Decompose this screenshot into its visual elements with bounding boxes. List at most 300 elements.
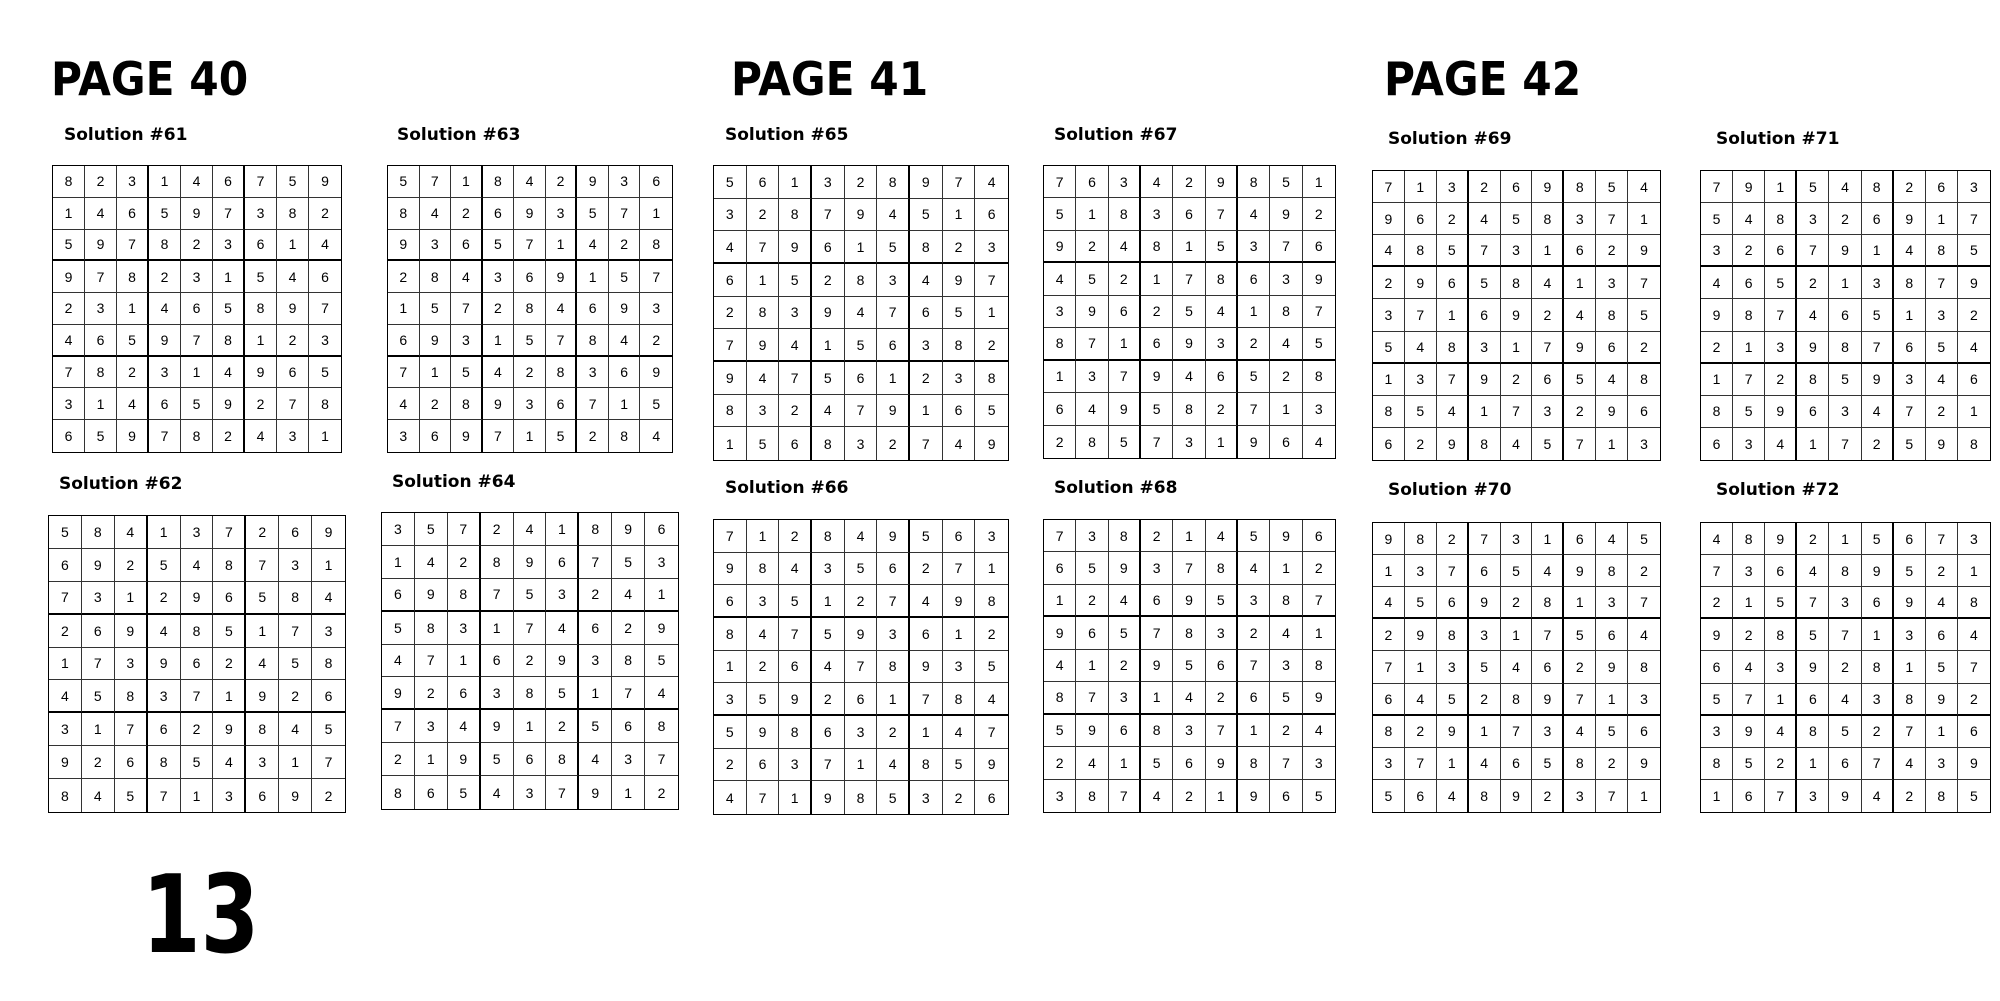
- sudoku-cell: 5: [1564, 364, 1596, 396]
- sudoku-cell: 3: [943, 651, 976, 684]
- sudoku-cell: 5: [1373, 332, 1405, 364]
- sudoku-cell: 7: [1628, 267, 1660, 299]
- sudoku-cell: 4: [451, 261, 483, 293]
- sudoku-cell: 4: [1797, 555, 1829, 587]
- sudoku-cell: 6: [1501, 171, 1533, 203]
- sudoku-cell: 6: [481, 645, 514, 678]
- sudoku-cell: 7: [181, 325, 213, 357]
- sudoku-cell: 6: [877, 553, 910, 586]
- sudoku-cell: 7: [1596, 203, 1628, 235]
- solution-title-66: Solution #66: [725, 478, 849, 498]
- sudoku-cell: 1: [714, 651, 747, 684]
- sudoku-cell: 2: [1628, 555, 1660, 587]
- solution-title-64: Solution #64: [392, 472, 516, 492]
- sudoku-cell: 8: [181, 420, 213, 452]
- sudoku-cell: 2: [148, 582, 181, 615]
- sudoku-cell: 4: [1628, 619, 1660, 651]
- sudoku-cell: 7: [975, 716, 1008, 749]
- sudoku-cell: 3: [812, 553, 845, 586]
- sudoku-cell: 5: [546, 420, 578, 452]
- sudoku-cell: 4: [1437, 780, 1469, 812]
- solution-title-63: Solution #63: [397, 125, 521, 145]
- sudoku-cell: 5: [943, 749, 976, 782]
- sudoku-cell: 7: [1733, 364, 1765, 396]
- sudoku-cell: 3: [1501, 235, 1533, 267]
- sudoku-cell: 1: [975, 553, 1008, 586]
- sudoku-cell: 9: [579, 776, 612, 809]
- sudoku-cell: 1: [779, 166, 812, 199]
- sudoku-cell: 1: [546, 230, 578, 262]
- sudoku-cell: 6: [1303, 231, 1335, 263]
- sudoku-cell: 2: [910, 553, 943, 586]
- sudoku-cell: 8: [1797, 716, 1829, 748]
- sudoku-cell: 6: [1532, 651, 1564, 683]
- sudoku-cell: 5: [1076, 263, 1108, 295]
- sudoku-cell: 6: [448, 677, 481, 710]
- sudoku-cell: 7: [1765, 299, 1797, 331]
- sudoku-cell: 9: [877, 395, 910, 428]
- sudoku-cell: 5: [49, 516, 82, 549]
- sudoku-cell: 6: [1437, 587, 1469, 619]
- sudoku-cell: 2: [1958, 684, 1990, 716]
- sudoku-cell: 1: [943, 618, 976, 651]
- sudoku-cell: 7: [1894, 716, 1926, 748]
- sudoku-cell: 7: [1701, 171, 1733, 203]
- sudoku-cell: 2: [1628, 332, 1660, 364]
- sudoku-cell: 5: [910, 520, 943, 553]
- sudoku-cell: 9: [1926, 428, 1958, 460]
- sudoku-cell: 7: [845, 651, 878, 684]
- sudoku-cell: 8: [1970, 435, 1978, 452]
- sudoku-cell: 8: [1373, 716, 1405, 748]
- sudoku-cell: 2: [1862, 716, 1894, 748]
- sudoku-cell: 4: [1532, 555, 1564, 587]
- sudoku-cell: 4: [1405, 332, 1437, 364]
- sudoku-cell: 5: [1564, 619, 1596, 651]
- sudoku-cell: 8: [481, 546, 514, 579]
- sudoku-cell: 6: [1829, 299, 1861, 331]
- sudoku-cell: 2: [779, 520, 812, 553]
- sudoku-cell: 3: [1958, 171, 1990, 203]
- sudoku-cell: 9: [1765, 396, 1797, 428]
- sudoku-cell: 1: [1797, 428, 1829, 460]
- sudoku-cell: 5: [309, 357, 341, 389]
- sudoku-cell: 1: [1862, 235, 1894, 267]
- sudoku-cell: 8: [943, 329, 976, 362]
- sudoku-cell: 9: [975, 749, 1008, 782]
- sudoku-cell: 4: [1926, 364, 1958, 396]
- sudoku-cell: 8: [1829, 332, 1861, 364]
- sudoku-cell: 4: [812, 395, 845, 428]
- sudoku-cell: 4: [483, 357, 515, 389]
- sudoku-cell: 8: [181, 615, 214, 648]
- sudoku-cell: 8: [1765, 203, 1797, 235]
- sudoku-cell: 3: [1303, 393, 1335, 425]
- sudoku-cell: 5: [1628, 299, 1660, 331]
- sudoku-cell: 3: [181, 261, 213, 293]
- sudoku-cell: 8: [910, 749, 943, 782]
- sudoku-cell: 1: [1141, 682, 1173, 714]
- sudoku-cell: 1: [1564, 587, 1596, 619]
- sudoku-cell: 6: [1044, 552, 1076, 584]
- sudoku-cell: 5: [1314, 787, 1323, 804]
- sudoku-cell: 6: [1894, 332, 1926, 364]
- sudoku-cell: 1: [49, 648, 82, 681]
- sudoku-cell: 9: [1270, 520, 1302, 552]
- sudoku-cell: 9: [1405, 267, 1437, 299]
- sudoku-cell: 3: [1862, 267, 1894, 299]
- sudoku-cell: 3: [245, 198, 277, 230]
- sudoku-cell: 9: [483, 388, 515, 420]
- sudoku-cell: 2: [245, 388, 277, 420]
- sudoku-cell: 9: [747, 716, 780, 749]
- sudoku-cell: 9: [910, 166, 943, 199]
- sudoku-cell: 7: [53, 357, 85, 389]
- sudoku-cell: 9: [1173, 328, 1205, 360]
- sudoku-grid-71: [1700, 170, 1991, 461]
- sudoku-cell: 9: [779, 683, 812, 716]
- sudoku-cell: 9: [246, 680, 279, 713]
- sudoku-cell: 5: [149, 198, 181, 230]
- sudoku-cell: 7: [1303, 296, 1335, 328]
- sudoku-cell: 7: [1405, 299, 1437, 331]
- sudoku-cell: 9: [546, 261, 578, 293]
- sudoku-cell: 3: [943, 362, 976, 395]
- sudoku-cell: 2: [877, 716, 910, 749]
- sudoku-cell: 7: [415, 645, 448, 678]
- sudoku-cell: 4: [1596, 523, 1628, 555]
- sudoku-cell: 6: [714, 264, 747, 297]
- sudoku-cell: 4: [448, 710, 481, 743]
- sudoku-cell: 3: [451, 325, 483, 357]
- sudoku-cell: 5: [747, 683, 780, 716]
- sudoku-cell: 9: [1076, 296, 1108, 328]
- sudoku-cell: 2: [1829, 651, 1861, 683]
- sudoku-cell: 2: [1469, 684, 1501, 716]
- sudoku-cell: 8: [246, 713, 279, 746]
- sudoku-cell: 7: [213, 516, 246, 549]
- sudoku-cell: 4: [910, 585, 943, 618]
- sudoku-cell: 1: [747, 520, 780, 553]
- sudoku-cell: 5: [1206, 585, 1238, 617]
- sudoku-cell: 9: [1270, 198, 1302, 230]
- sudoku-cell: 6: [382, 579, 415, 612]
- sudoku-cell: 8: [388, 198, 420, 230]
- sudoku-cell: 3: [1437, 651, 1469, 683]
- sudoku-cell: 6: [213, 166, 245, 198]
- sudoku-cell: 2: [514, 357, 546, 389]
- sudoku-cell: 6: [1894, 523, 1926, 555]
- sudoku-cell: 8: [1206, 552, 1238, 584]
- sudoku-cell: 1: [1109, 747, 1141, 779]
- sudoku-cell: 2: [1173, 780, 1205, 812]
- sudoku-cell: 7: [645, 743, 678, 776]
- sudoku-cell: 2: [115, 549, 148, 582]
- sudoku-cell: 6: [577, 293, 609, 325]
- sudoku-cell: 2: [1926, 555, 1958, 587]
- sudoku-cell: 9: [812, 297, 845, 330]
- sudoku-cell: 2: [1238, 328, 1270, 360]
- sudoku-cell: 1: [117, 293, 149, 325]
- sudoku-cell: 6: [1141, 328, 1173, 360]
- sudoku-cell: 6: [1628, 396, 1660, 428]
- sudoku-cell: 6: [82, 615, 115, 648]
- sudoku-cell: 3: [1303, 747, 1335, 779]
- sudoku-cell: 6: [1862, 203, 1894, 235]
- sudoku-cell: 6: [779, 651, 812, 684]
- sudoku-cell: 3: [1238, 585, 1270, 617]
- sudoku-cell: 3: [448, 612, 481, 645]
- sudoku-cell: 7: [481, 579, 514, 612]
- sudoku-cell: 4: [812, 651, 845, 684]
- sudoku-cell: 6: [514, 261, 546, 293]
- sudoku-cell: 9: [279, 779, 312, 812]
- sudoku-cell: 7: [1109, 780, 1141, 812]
- sudoku-cell: 5: [546, 677, 579, 710]
- sudoku-cell: 4: [877, 199, 910, 232]
- sudoku-cell: 6: [277, 357, 309, 389]
- sudoku-cell: 5: [1303, 328, 1335, 360]
- sudoku-cell: 1: [1437, 748, 1469, 780]
- sudoku-cell: 1: [1405, 651, 1437, 683]
- sudoku-cell: 6: [1926, 619, 1958, 651]
- sudoku-cell: 6: [579, 612, 612, 645]
- sudoku-cell: 9: [1701, 619, 1733, 651]
- sudoku-cell: 7: [117, 230, 149, 262]
- sudoku-cell: 2: [1405, 428, 1437, 460]
- sudoku-cell: 2: [1373, 619, 1405, 651]
- sudoku-cell: 2: [53, 293, 85, 325]
- sudoku-cell: 3: [779, 297, 812, 330]
- sudoku-cell: 2: [1373, 267, 1405, 299]
- sudoku-cell: 3: [1469, 619, 1501, 651]
- sudoku-cell: 9: [747, 329, 780, 362]
- sudoku-cell: 6: [115, 746, 148, 779]
- sudoku-cell: 9: [943, 264, 976, 297]
- sudoku-cell: 3: [1926, 748, 1958, 780]
- sudoku-cell: 2: [1501, 587, 1533, 619]
- sudoku-cell: 3: [1501, 523, 1533, 555]
- sudoku-cell: 9: [1109, 393, 1141, 425]
- sudoku-cell: 7: [149, 420, 181, 452]
- sudoku-cell: 4: [1958, 332, 1990, 364]
- sudoku-cell: 1: [640, 198, 672, 230]
- sudoku-cell: 3: [514, 776, 547, 809]
- sudoku-cell: 8: [1109, 198, 1141, 230]
- sudoku-cell: 6: [1564, 235, 1596, 267]
- sudoku-cell: 4: [1501, 651, 1533, 683]
- sudoku-cell: 7: [943, 166, 976, 199]
- sudoku-cell: 5: [115, 779, 148, 812]
- sudoku-cell: 9: [1862, 364, 1894, 396]
- sudoku-cell: 1: [1926, 203, 1958, 235]
- sudoku-cell: 2: [1501, 364, 1533, 396]
- sudoku-cell: 7: [1862, 748, 1894, 780]
- sudoku-cell: 5: [612, 546, 645, 579]
- sudoku-cell: 3: [277, 420, 309, 452]
- sudoku-cell: 1: [1862, 619, 1894, 651]
- sudoku-cell: 7: [1469, 523, 1501, 555]
- sudoku-cell: 1: [910, 716, 943, 749]
- sudoku-cell: 9: [49, 746, 82, 779]
- sudoku-cell: 7: [514, 612, 547, 645]
- sudoku-cell: 8: [1958, 587, 1990, 619]
- sudoku-cell: 8: [1469, 780, 1501, 812]
- sudoku-cell: 1: [1797, 748, 1829, 780]
- sudoku-cell: 1: [1765, 171, 1797, 203]
- sudoku-cell: 1: [1044, 361, 1076, 393]
- sudoku-cell: 8: [149, 230, 181, 262]
- sudoku-cell: 7: [1532, 332, 1564, 364]
- sudoku-grid-66: [713, 519, 1009, 815]
- sudoku-cell: 8: [85, 357, 117, 389]
- sudoku-cell: 6: [1238, 682, 1270, 714]
- sudoku-cell: 2: [1532, 299, 1564, 331]
- sudoku-cell: 5: [181, 388, 213, 420]
- sudoku-cell: 6: [1076, 166, 1108, 198]
- sudoku-cell: 3: [49, 713, 82, 746]
- sudoku-cell: 8: [1044, 328, 1076, 360]
- sudoku-cell: 9: [1926, 684, 1958, 716]
- sudoku-cell: 2: [1701, 587, 1733, 619]
- sudoku-cell: 1: [149, 166, 181, 198]
- solution-title-69: Solution #69: [1388, 129, 1512, 149]
- sudoku-cell: 9: [1437, 716, 1469, 748]
- sudoku-cell: 3: [1238, 231, 1270, 263]
- sudoku-cell: 6: [309, 261, 341, 293]
- sudoku-cell: 9: [1076, 715, 1108, 747]
- sudoku-cell: 6: [612, 710, 645, 743]
- sudoku-cell: 4: [415, 546, 448, 579]
- sudoku-cell: 3: [1173, 426, 1205, 458]
- sudoku-cell: 2: [1206, 682, 1238, 714]
- sudoku-cell: 2: [714, 297, 747, 330]
- sudoku-cell: 4: [1044, 263, 1076, 295]
- sudoku-cell: 8: [577, 325, 609, 357]
- sudoku-cell: 2: [747, 651, 780, 684]
- sudoku-cell: 8: [1238, 166, 1270, 198]
- sudoku-cell: 9: [388, 230, 420, 262]
- sudoku-cell: 9: [1894, 203, 1926, 235]
- sudoku-cell: 6: [1564, 523, 1596, 555]
- sudoku-cell: 8: [312, 648, 345, 681]
- solution-title-70: Solution #70: [1388, 480, 1512, 500]
- sudoku-cell: 8: [943, 683, 976, 716]
- sudoku-cell: 6: [747, 166, 780, 199]
- sudoku-cell: 7: [148, 779, 181, 812]
- sudoku-cell: 6: [1206, 361, 1238, 393]
- sudoku-cell: 3: [148, 680, 181, 713]
- sudoku-cell: 5: [640, 388, 672, 420]
- sudoku-cell: 2: [1437, 523, 1469, 555]
- sudoku-cell: 8: [514, 293, 546, 325]
- solution-title-65: Solution #65: [725, 125, 849, 145]
- sudoku-cell: 1: [1926, 716, 1958, 748]
- sudoku-cell: 3: [279, 549, 312, 582]
- sudoku-cell: 5: [53, 230, 85, 262]
- sudoku-cell: 1: [579, 677, 612, 710]
- sudoku-cell: 2: [415, 677, 448, 710]
- sudoku-cell: 7: [181, 680, 214, 713]
- sudoku-cell: 5: [1373, 780, 1405, 812]
- sudoku-cell: 3: [82, 582, 115, 615]
- sudoku-cell: 7: [1109, 361, 1141, 393]
- sudoku-cell: 9: [1501, 299, 1533, 331]
- sudoku-cell: 8: [1926, 235, 1958, 267]
- sudoku-cell: 2: [1532, 780, 1564, 812]
- sudoku-cell: 1: [181, 779, 214, 812]
- sudoku-cell: 4: [312, 582, 345, 615]
- sudoku-cell: 7: [1173, 263, 1205, 295]
- sudoku-cell: 2: [213, 648, 246, 681]
- sudoku-cell: 1: [845, 231, 878, 264]
- sudoku-cell: 4: [1501, 428, 1533, 460]
- sudoku-cell: 2: [747, 199, 780, 232]
- sudoku-cell: 4: [1765, 716, 1797, 748]
- sudoku-cell: 4: [577, 230, 609, 262]
- sudoku-cell: 1: [812, 585, 845, 618]
- sudoku-cell: 5: [415, 513, 448, 546]
- sudoku-cell: 7: [1564, 684, 1596, 716]
- sudoku-cell: 5: [877, 781, 910, 814]
- sudoku-cell: 3: [1797, 203, 1829, 235]
- sudoku-cell: 7: [1596, 780, 1628, 812]
- sudoku-cell: 3: [1532, 396, 1564, 428]
- sudoku-cell: 1: [1564, 267, 1596, 299]
- sudoku-cell: 1: [910, 395, 943, 428]
- sudoku-cell: 9: [1532, 684, 1564, 716]
- sudoku-cell: 1: [1206, 780, 1238, 812]
- sudoku-cell: 4: [943, 716, 976, 749]
- sudoku-cell: 8: [1765, 619, 1797, 651]
- sudoku-cell: 2: [657, 784, 666, 801]
- sudoku-cell: 6: [1044, 393, 1076, 425]
- sudoku-cell: 1: [1405, 171, 1437, 203]
- sudoku-cell: 1: [845, 749, 878, 782]
- sudoku-cell: 8: [1596, 555, 1628, 587]
- sudoku-cell: 3: [612, 743, 645, 776]
- sudoku-cell: 9: [1596, 651, 1628, 683]
- sudoku-cell: 1: [975, 297, 1008, 330]
- sudoku-cell: 6: [943, 395, 976, 428]
- sudoku-grid-62: [48, 515, 346, 813]
- sudoku-cell: 3: [1894, 619, 1926, 651]
- sudoku-cell: 2: [1469, 171, 1501, 203]
- sudoku-cell: 5: [1862, 299, 1894, 331]
- sudoku-cell: 9: [53, 261, 85, 293]
- sudoku-cell: 2: [85, 166, 117, 198]
- sudoku-cell: 4: [213, 746, 246, 779]
- sudoku-cell: 5: [714, 716, 747, 749]
- sudoku-cell: 7: [1829, 428, 1861, 460]
- sudoku-cell: 8: [975, 585, 1008, 618]
- sudoku-cell: 1: [1238, 296, 1270, 328]
- sudoku-cell: 6: [1270, 780, 1302, 812]
- sudoku-cell: 1: [312, 549, 345, 582]
- sudoku-cell: 7: [1532, 619, 1564, 651]
- sudoku-cell: 5: [388, 166, 420, 198]
- sudoku-cell: 9: [451, 420, 483, 452]
- sudoku-cell: 6: [53, 420, 85, 452]
- sudoku-cell: 9: [1765, 523, 1797, 555]
- sudoku-cell: 7: [877, 297, 910, 330]
- sudoku-cell: 7: [1206, 715, 1238, 747]
- sudoku-cell: 3: [910, 329, 943, 362]
- sudoku-grid-67: [1043, 165, 1336, 459]
- sudoku-cell: 2: [481, 513, 514, 546]
- sudoku-cell: 6: [943, 520, 976, 553]
- sudoku-cell: 3: [1532, 716, 1564, 748]
